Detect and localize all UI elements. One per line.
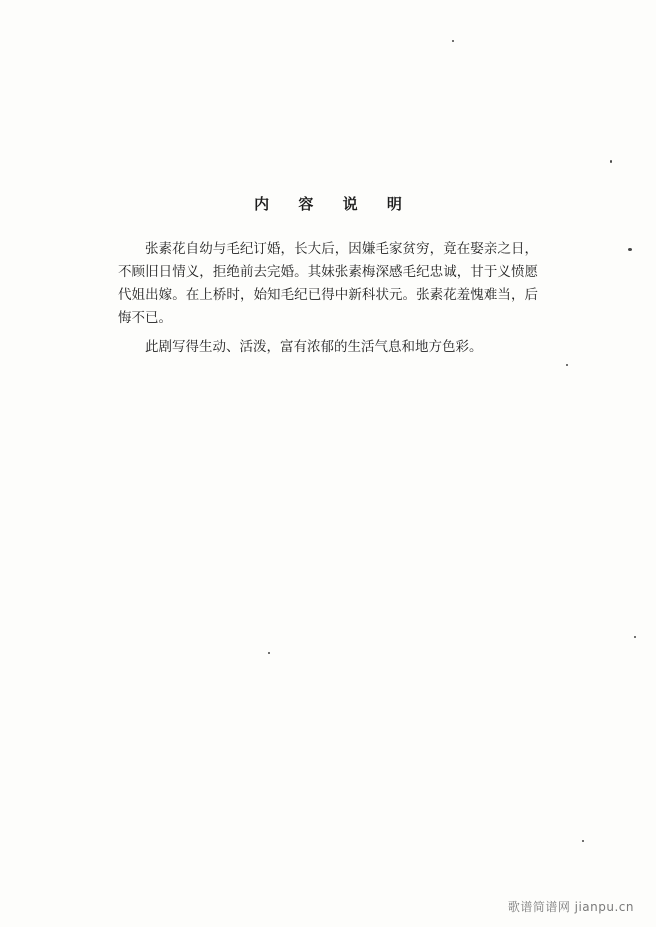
scan-speck <box>566 364 568 366</box>
scan-speck <box>582 840 584 842</box>
scan-speck <box>628 248 632 251</box>
scan-speck <box>452 40 454 42</box>
content-body <box>118 238 538 365</box>
scan-speck <box>634 636 636 638</box>
paragraph-2: 此剧写得生动、活泼，富有浓郁的生活气息和地方色彩。 <box>145 339 483 355</box>
scan-speck <box>268 652 270 654</box>
scan-speck <box>610 160 612 163</box>
page-title: 内 容 说 明 <box>254 195 414 213</box>
site-watermark: 歌谱简谱网 jianpu.cn <box>507 900 634 914</box>
paragraph-1: 张素花自幼与毛纪订婚，长大后，因嫌毛家贫穷，竟在娶亲之日，不顾旧日情义，拒绝前去完婚。其妹张素梅深感毛纪忠诚，甘于义愤愿代姐出嫁。在上桥时，始知毛纪已得中新科状元。张素花羞愧难当，后悔不已。 <box>118 241 538 326</box>
